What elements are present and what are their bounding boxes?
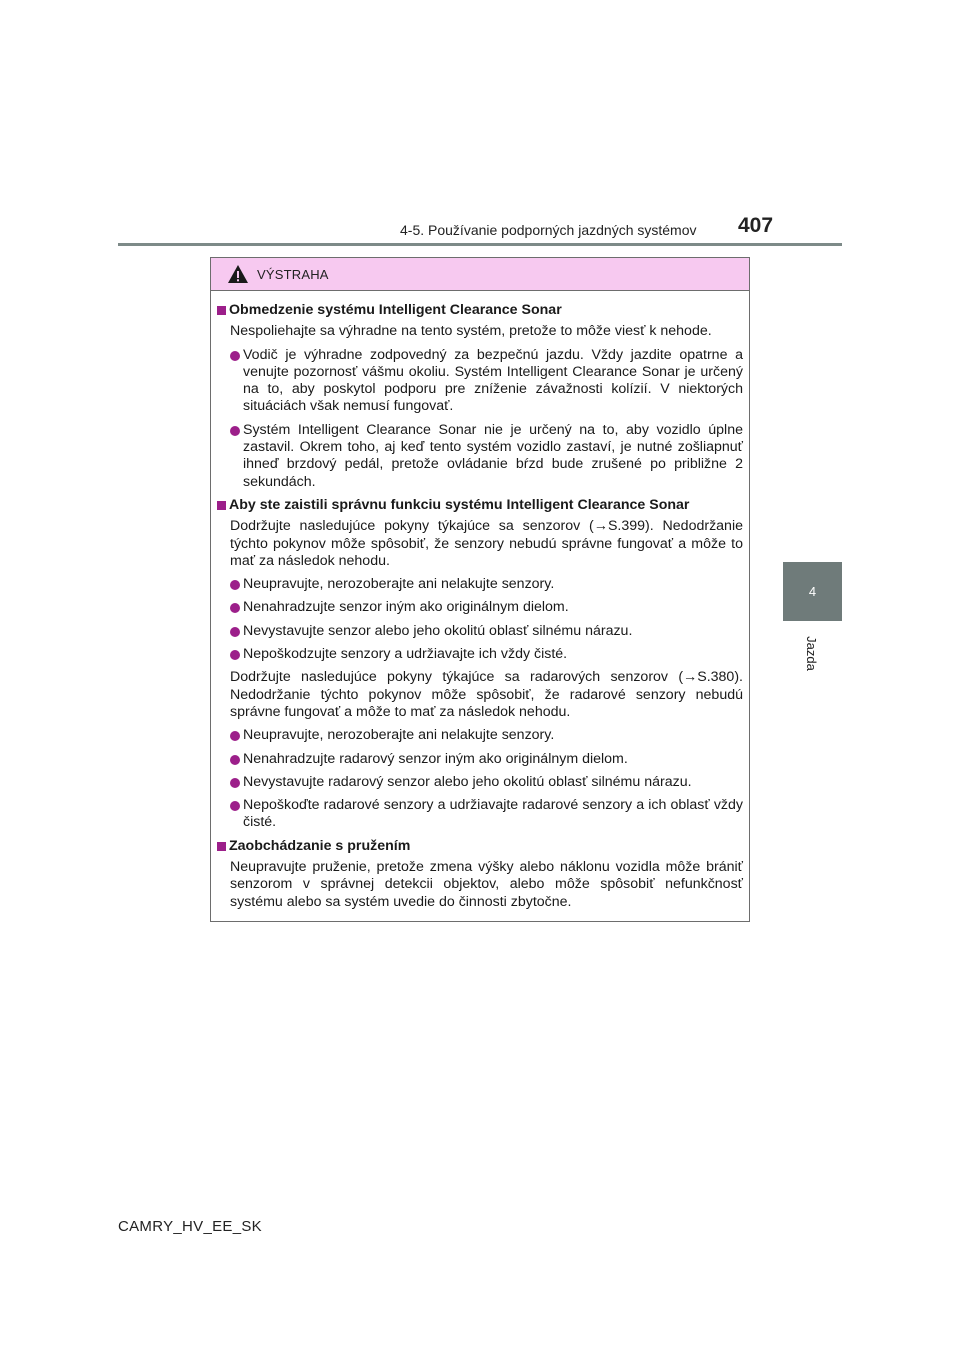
warning-triangle-icon bbox=[227, 264, 249, 284]
bullet-text: Neupravujte, nerozoberajte ani nelakujte senzory. bbox=[243, 727, 555, 744]
bullet-text: Nenahradzujte senzor iným ako originálnym dielom. bbox=[243, 599, 569, 616]
header-rule bbox=[118, 243, 842, 246]
bullet-dot-icon bbox=[230, 603, 240, 613]
section-heading-text: Aby ste zaistili správnu funkciu systému Intelligent Clearance Sonar bbox=[229, 496, 690, 513]
bullet-item bbox=[217, 797, 743, 832]
bullet-text: Nevystavujte senzor alebo jeho okolitú oblasť silnému nárazu. bbox=[243, 622, 633, 639]
bullet-text: Nenahradzujte radarový senzor iným ako originálnym dielom. bbox=[243, 750, 628, 767]
bullet-item bbox=[217, 774, 743, 791]
square-bullet-icon bbox=[217, 501, 226, 510]
warning-title: VÝSTRAHA bbox=[257, 266, 329, 282]
bullet-item bbox=[217, 576, 743, 593]
bullet-dot-icon bbox=[230, 580, 240, 590]
bullet-item bbox=[217, 422, 743, 491]
chapter-label bbox=[789, 632, 833, 674]
chapter-number: 4 bbox=[808, 584, 817, 599]
bullet-text: Nepoškoďte radarové senzory a udržiavajte radarové senzory a ich oblasť vždy čisté. bbox=[243, 797, 743, 831]
bullet-text: Systém Intelligent Clearance Sonar nie je určený na to, aby vozidlo úplne zastavil. Okrem toho, aj keď tento systém vozidlo zastaví, je nutné zošliapnuť ihneď brzdový pedál, pretože ovládanie bŕzd bude zrušené po približne 2 sekundách. bbox=[243, 421, 743, 490]
bullet-dot-icon bbox=[230, 650, 240, 660]
bullet-item bbox=[217, 646, 743, 663]
section-heading bbox=[217, 302, 743, 319]
header-section-title: 4-5. Používanie podporných jazdných systémov bbox=[400, 222, 697, 238]
section-heading-text: Zaobchádzanie s pružením bbox=[229, 837, 411, 854]
bullet-text: Vodič je výhradne zodpovedný za bezpečnú jazdu. Vždy jazdite opatrne a venujte pozornosť vášmu okoliu. Systém Intelligent Clearance Sonar je určený na to, aby poskytol podporu pre zníženie závažnosti kolízií. V niektorých situáciách však nemusí fungovať. bbox=[243, 346, 743, 415]
chapter-tab bbox=[783, 562, 842, 621]
page-number: 407 bbox=[738, 214, 774, 237]
bullet-text: Neupravujte, nerozoberajte ani nelakujte senzory. bbox=[243, 576, 555, 593]
document-code: CAMRY_HV_EE_SK bbox=[118, 1218, 262, 1235]
chapter-label-text: Jazda bbox=[803, 635, 819, 671]
square-bullet-icon bbox=[217, 306, 226, 315]
bullet-item bbox=[217, 727, 743, 744]
square-bullet-icon bbox=[217, 842, 226, 851]
section-intro: Neupravujte pruženie, pretože zmena výšky alebo náklonu vozidla môže brániť senzorom v správnej detekcii objektov, alebo môže spôsobiť nefunkčnosť systému alebo sa systém uvedie do činnosti zbytočne. bbox=[230, 859, 743, 910]
bullet-item bbox=[217, 347, 743, 416]
bullet-dot-icon bbox=[230, 731, 240, 741]
warning-content bbox=[211, 291, 749, 911]
section-intro: Dodržujte nasledujúce pokyny týkajúce sa senzorov (→S.399). Nedodržanie týchto pokynov môže spôsobiť, že senzory nebudú správne fungovať a môže to mať za následok nehodu. bbox=[230, 518, 743, 569]
bullet-dot-icon bbox=[230, 627, 240, 637]
bullet-text: Nevystavujte radarový senzor alebo jeho okolitú oblasť silnému nárazu. bbox=[243, 773, 692, 790]
bullet-dot-icon bbox=[230, 426, 240, 436]
bullet-dot-icon bbox=[230, 755, 240, 765]
warning-box bbox=[210, 257, 750, 922]
section-heading-text: Obmedzenie systému Intelligent Clearance Sonar bbox=[229, 302, 562, 318]
bullet-text: Nepoškodzujte senzory a udržiavajte ich vždy čisté. bbox=[243, 646, 568, 663]
bullet-item bbox=[217, 599, 743, 616]
section-intro: Dodržujte nasledujúce pokyny týkajúce sa radarových senzorov (→S.380). Nedodržanie týchto pokynov môže spôsobiť, že radarové senzory nebudú správne fungovať a môže to mať za následok nehodu. bbox=[230, 669, 743, 720]
bullet-item bbox=[217, 623, 743, 640]
section-heading bbox=[217, 838, 743, 855]
section-heading bbox=[217, 497, 743, 514]
bullet-dot-icon bbox=[230, 801, 240, 811]
bullet-dot-icon bbox=[230, 778, 240, 788]
bullet-dot-icon bbox=[230, 351, 240, 361]
section-intro: Nespoliehajte sa výhradne na tento systém, pretože to môže viesť k nehode. bbox=[230, 323, 712, 340]
bullet-item bbox=[217, 751, 743, 768]
warning-header bbox=[211, 258, 749, 291]
